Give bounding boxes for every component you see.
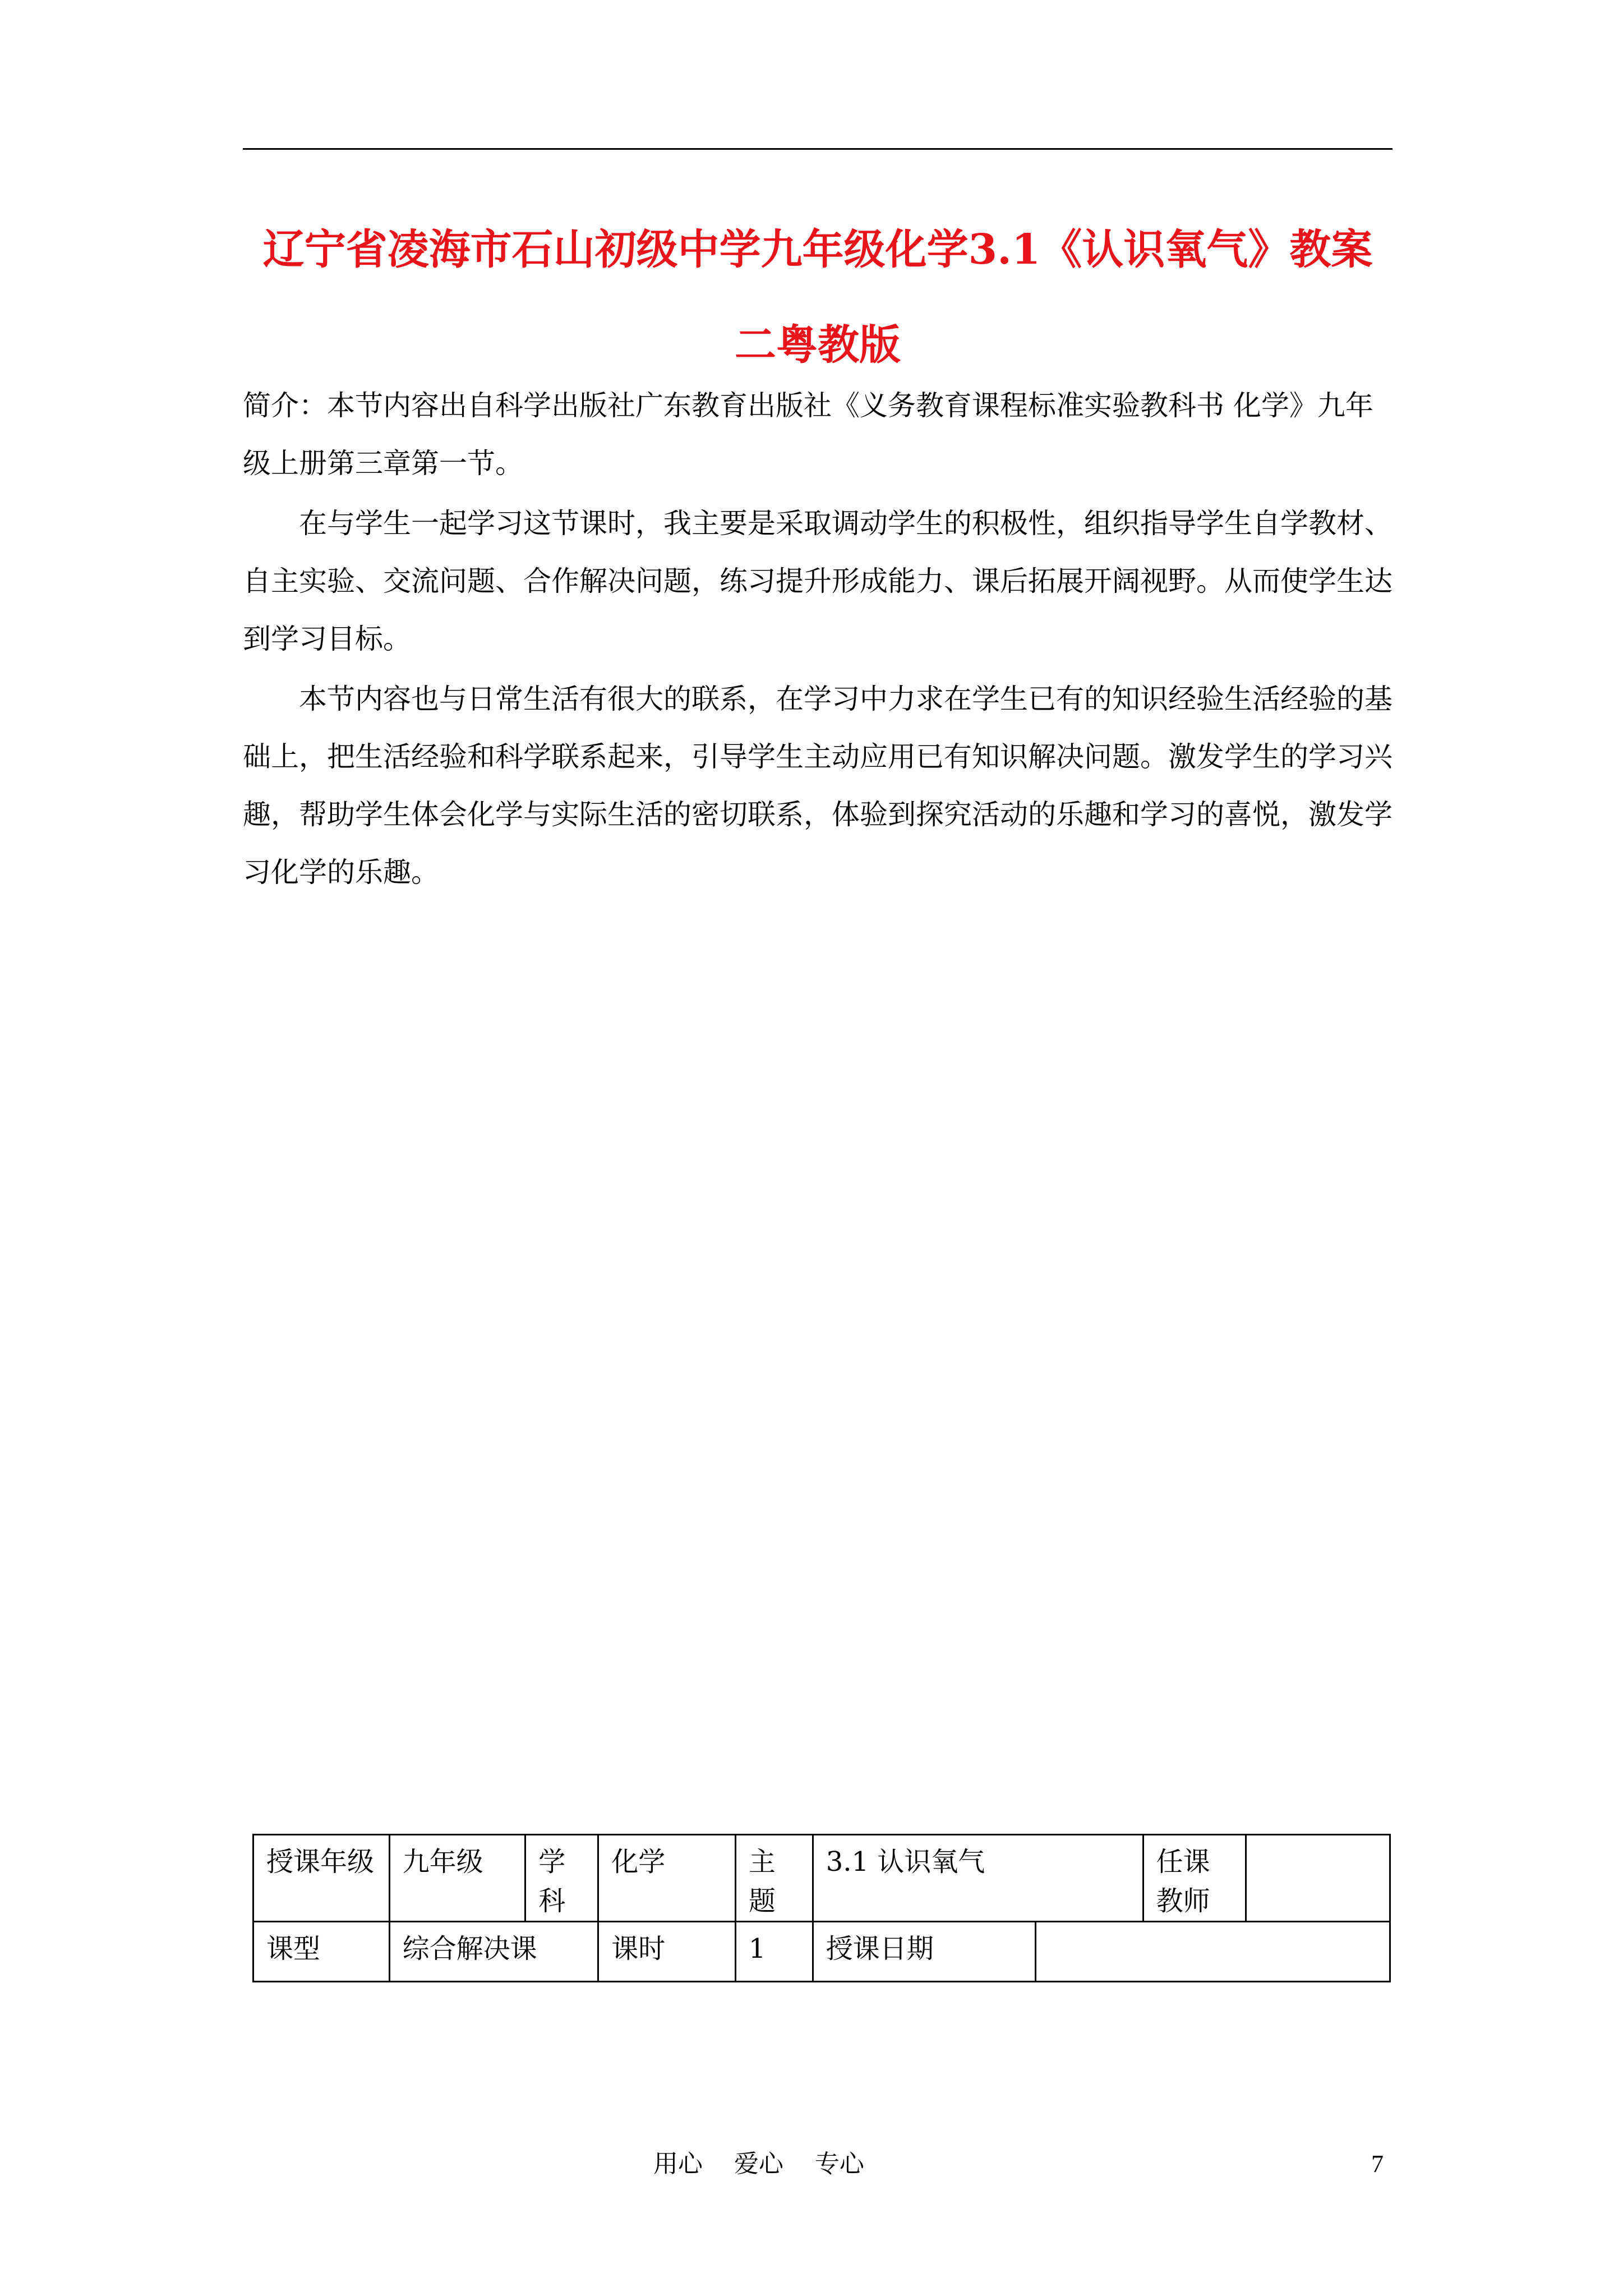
subject-label-cell: 学科	[525, 1835, 598, 1922]
subject-value-cell: 化学	[598, 1835, 736, 1922]
date-value-cell	[1036, 1922, 1390, 1982]
topic-value-cell: 3.1 认识氧气	[813, 1835, 1143, 1922]
type-value-cell: 综合解决课	[389, 1922, 598, 1982]
hours-value-cell: 1	[735, 1922, 813, 1982]
method-paragraph: 在与学生一起学习这节课时，我主要是采取调动学生的积极性，组织指导学生自学教材、自主实验、交流问题、合作解决问题，练习提升形成能力、课后拓展开阔视野。从而使学生达到学习目标。	[243, 507, 1393, 655]
context-paragraph: 本节内容也与日常生活有很大的联系，在学习中力求在学生已有的知识经验生活经验的基础上，把生活经验和科学联系起来，引导学生主动应用已有知识解决问题。激发学生的学习兴趣，帮助学生体会化学与实际生活的密切联系，体验到探究活动的乐趣和学习的喜悦，激发学习化学的乐趣。	[243, 683, 1393, 889]
header-rule	[243, 148, 1393, 150]
document-body	[243, 377, 1393, 901]
teacher-value-cell	[1246, 1835, 1390, 1922]
lesson-info-table	[252, 1834, 1391, 1982]
topic-label-cell: 主题	[735, 1835, 813, 1922]
intro-paragraph: 简介：本节内容出自科学出版社广东教育出版社《义务教育课程标准实验教科书 化学》九年级上册第三章第一节。	[243, 389, 1373, 480]
hours-label-cell: 课时	[598, 1922, 736, 1982]
document-title: 辽宁省凌海市石山初级中学九年级化学3.1《认识氧气》教案二粤教版	[262, 226, 1373, 369]
type-label-cell: 课型	[253, 1922, 390, 1982]
table-row	[253, 1922, 1390, 1982]
grade-label-cell: 授课年级	[253, 1835, 390, 1922]
table-row	[253, 1835, 1390, 1922]
teacher-label-cell: 任课教师	[1143, 1835, 1246, 1922]
footer-motto: 用心 爱心 专心	[653, 2150, 864, 2178]
grade-value-cell: 九年级	[389, 1835, 525, 1922]
page-number: 7	[1371, 2150, 1384, 2178]
date-label-cell: 授课日期	[813, 1922, 1035, 1982]
